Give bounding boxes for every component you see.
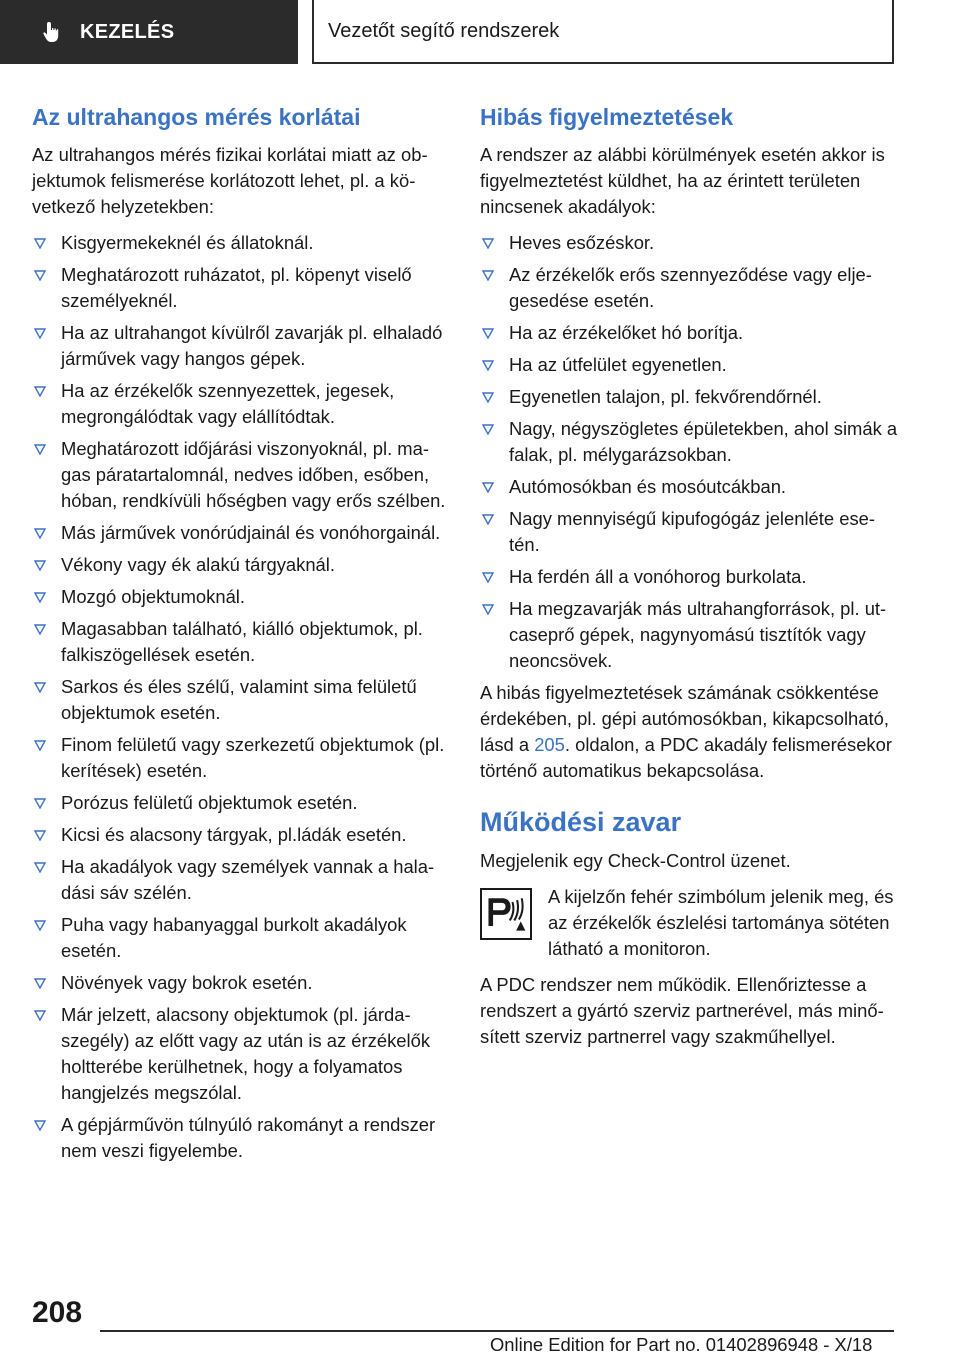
hand-pointer-icon: [40, 19, 66, 45]
list-item: [32, 584, 448, 610]
list-item: [32, 970, 448, 996]
list-item-text: Ha az ultrahangot kívülről zavarják pl. elhaladó járművek vagy hangos gépek.: [61, 322, 443, 369]
list-item: [32, 552, 448, 578]
list-item-text: Ha az útfelület egyenetlen.: [509, 354, 727, 375]
malfunction-outro: A PDC rendszer nem működik. Ellenőriztesse a rendszert a gyártó szerviz partnerével, más minősített szerviz partnerrel vagy szakműhellyel.: [480, 974, 884, 1047]
bullet-triangle-icon: [482, 482, 494, 493]
limits-list: [32, 230, 448, 1164]
bullet-triangle-icon: [482, 392, 494, 403]
list-item: [480, 564, 898, 590]
bullet-triangle-icon: [482, 270, 494, 281]
section-tab: [312, 0, 894, 64]
list-item: [32, 436, 448, 514]
list-item: [32, 1112, 448, 1164]
malfunction-intro: Megjelenik egy Check-Control üzenet.: [480, 850, 791, 871]
bullet-triangle-icon: [34, 560, 46, 571]
bullet-triangle-icon: [482, 424, 494, 435]
list-item-text: Heves esőzéskor.: [509, 232, 655, 253]
list-item-text: Autómosókban és mosóutcákban.: [509, 476, 787, 497]
bullet-triangle-icon: [34, 386, 46, 397]
list-item: [32, 854, 448, 906]
list-item-text: Növények vagy bokrok esetén.: [61, 972, 313, 993]
list-item-text: Sarkos és éles szélű, valamint sima felületű objektumok esetén.: [61, 676, 417, 723]
list-item: [480, 506, 898, 558]
bullet-triangle-icon: [482, 572, 494, 583]
false-warnings-outro: [480, 680, 898, 784]
footer-divider: [100, 1330, 894, 1332]
page-link[interactable]: 205: [534, 734, 565, 755]
bullet-triangle-icon: [34, 978, 46, 989]
list-item: [480, 384, 898, 410]
bullet-triangle-icon: [34, 270, 46, 281]
list-item-text: Ha megzavarják más ultrahangforrások, pl. utcaseprő gépek, nagynyomású tisztítók vagy neoncsövek.: [509, 598, 887, 671]
outro-text-end: . oldalon, a PDC akadály felismerésekor történő automatikus bekapcsolása.: [480, 734, 892, 781]
list-item: [32, 520, 448, 546]
list-item-text: Más járművek vonórúdjainál és vonóhorgainál.: [61, 522, 441, 543]
list-item: [32, 378, 448, 430]
list-item: [480, 262, 898, 314]
false-warnings-heading: Hibás figyelmeztetések: [480, 104, 734, 130]
list-item-text: Ha ferdén áll a vonóhorog burkolata.: [509, 566, 807, 587]
list-item: [32, 822, 448, 848]
bullet-triangle-icon: [482, 514, 494, 525]
pdc-sensor-warning-icon: [480, 888, 532, 940]
symbol-row: [480, 884, 898, 962]
list-item-text: Puha vagy habanyaggal burkolt akadályok esetén.: [61, 914, 407, 961]
list-item-text: Kisgyermekeknél és állatoknál.: [61, 232, 314, 253]
list-item-text: Finom felületű vagy szerkezetű objektumok (pl. kerítések) esetén.: [61, 734, 445, 781]
list-item-text: Vékony vagy ék alakú tárgyaknál.: [61, 554, 335, 575]
list-item: [32, 674, 448, 726]
list-item-text: Meghatározott időjárási viszonyoknál, pl. magas páratartalomnál, nedves időben, esőben, hóban, rendkívüli hőségben vagy erős szélben.: [61, 438, 446, 511]
bullet-triangle-icon: [34, 624, 46, 635]
list-item: [32, 262, 448, 314]
bullet-triangle-icon: [34, 830, 46, 841]
list-item-text: Ha akadályok vagy személyek vannak a haladási sáv szélén.: [61, 856, 435, 903]
bullet-triangle-icon: [34, 920, 46, 931]
page-header: [0, 0, 960, 66]
symbol-description: A kijelzőn fehér szimbólum jelenik meg, és az érzékelők észlelési tartománya sötéten látható a monitoron.: [548, 886, 894, 959]
bullet-triangle-icon: [34, 740, 46, 751]
bullet-triangle-icon: [34, 238, 46, 249]
list-item: [480, 416, 898, 468]
list-item: [480, 474, 898, 500]
bullet-triangle-icon: [34, 1120, 46, 1131]
list-item-text: Ha az érzékelők szennyezettek, jegesek, megrongálódtak vagy elállítódtak.: [61, 380, 395, 427]
list-item: [480, 320, 898, 346]
right-column: [480, 100, 898, 1060]
list-item: [32, 790, 448, 816]
list-item: [32, 732, 448, 784]
list-item-text: Egyenetlen talajon, pl. fekvőrendőrnél.: [509, 386, 822, 407]
left-column: [32, 100, 448, 1170]
list-item-text: Porózus felületű objektumok esetén.: [61, 792, 358, 813]
bullet-triangle-icon: [34, 592, 46, 603]
list-item: [480, 352, 898, 378]
bullet-triangle-icon: [482, 328, 494, 339]
edition-text: Online Edition for Part no. 01402896948 - X/18: [490, 1334, 873, 1355]
bullet-triangle-icon: [34, 444, 46, 455]
list-item: [480, 596, 898, 674]
malfunction-heading: Működési zavar: [480, 807, 682, 837]
list-item: [32, 616, 448, 668]
limits-heading: Az ultrahangos mérés korlátai: [32, 104, 361, 130]
chapter-tab: [0, 0, 298, 64]
outro-text-start: A hibás figyelmeztetések számának csökkentése érdekében, pl. gépi autómosókban, kikapcsolható, lásd a: [480, 682, 889, 755]
list-item-text: Meghatározott ruházatot, pl. köpenyt viselő személyeknél.: [61, 264, 412, 311]
list-item-text: Mozgó objektumoknál.: [61, 586, 246, 607]
list-item: [32, 320, 448, 372]
list-item-text: Nagy, négyszögletes épületekben, ahol simák a falak, pl. mélygarázsokban.: [509, 418, 898, 465]
list-item-text: Az érzékelők erős szennyeződése vagy eljegesedése esetén.: [509, 264, 872, 311]
list-item-text: Nagy mennyiségű kipufogógáz jelenléte esetén.: [509, 508, 875, 555]
list-item-text: Ha az érzékelőket hó borítja.: [509, 322, 744, 343]
list-item-text: A gépjárművön túlnyúló rakományt a rendszer nem veszi figyelembe.: [61, 1114, 436, 1161]
list-item: [32, 1002, 448, 1106]
bullet-triangle-icon: [482, 604, 494, 615]
chapter-label: KEZELÉS: [80, 20, 175, 43]
page-number: 208: [32, 1296, 83, 1329]
list-item-text: Már jelzett, alacsony objektumok (pl. járdaszegély) az előtt vagy az után is az érzékelők holtterébe kerülhetnek, hogy a folyamatos hangjelzés megszólal.: [61, 1004, 431, 1103]
bullet-triangle-icon: [34, 862, 46, 873]
bullet-triangle-icon: [34, 528, 46, 539]
bullet-triangle-icon: [482, 360, 494, 371]
bullet-triangle-icon: [482, 238, 494, 249]
false-warnings-intro: A rendszer az alábbi körülmények esetén akkor is figyelmeztetést küldhet, ha az érintett területen nincsenek akadályok:: [480, 144, 885, 217]
list-item-text: Kicsi és alacsony tárgyak, pl.ládák esetén.: [61, 824, 407, 845]
false-warnings-list: [480, 230, 898, 674]
bullet-triangle-icon: [34, 682, 46, 693]
bullet-triangle-icon: [34, 328, 46, 339]
list-item: [480, 230, 898, 256]
list-item: [32, 230, 448, 256]
list-item: [32, 912, 448, 964]
bullet-triangle-icon: [34, 798, 46, 809]
section-label: Vezetőt segítő rendszerek: [328, 19, 560, 42]
bullet-triangle-icon: [34, 1010, 46, 1021]
list-item-text: Magasabban található, kiálló objektumok, pl. falkiszögellések esetén.: [61, 618, 423, 665]
limits-intro: Az ultrahangos mérés fizikai korlátai miatt az objektumok felismerése korlátozott lehet, pl. a következő helyzetekben:: [32, 144, 428, 217]
